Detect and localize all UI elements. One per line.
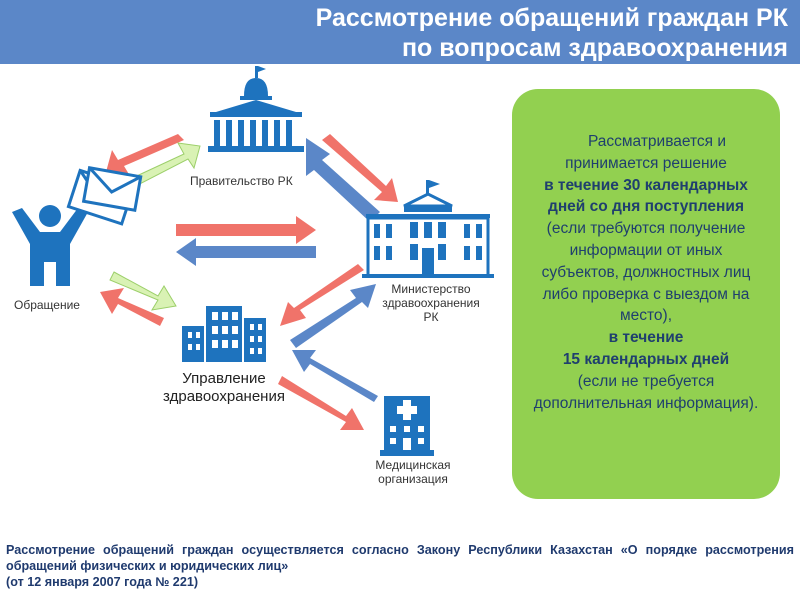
ministry-label-line1: Министерство <box>391 282 471 296</box>
page-title <box>316 3 788 63</box>
department-label-line1: Управление <box>182 370 266 387</box>
ministry-label-line3: РК <box>423 310 439 324</box>
review-terms-30-days-condition: (если требуются получение информации от иных субъектов, должностных лиц либо проверка с выездом на место), <box>541 220 751 325</box>
medical-label <box>360 458 466 486</box>
ministry-label-line2: здравоохранения <box>382 296 480 310</box>
government-label: Правительство РК <box>190 174 293 188</box>
review-terms-intro: Рассматривается и принимается решение <box>565 133 727 172</box>
review-terms-15-days-prefix: в течение <box>608 329 684 347</box>
arrow-government-to-citizen <box>106 134 184 176</box>
page-title-line1: Рассмотрение обращений граждан РК <box>315 4 788 32</box>
review-terms-15-days-condition: (если не требуется дополнительная информация). <box>533 372 759 412</box>
hospital-building-icon <box>380 396 434 456</box>
medical-label-line1: Медицинская <box>375 458 451 472</box>
legal-basis-line1: Рассмотрение обращений граждан осуществляется согласно Закону Республики Казахстан «О порядке рассмотрения обращений физических и юридических лиц» <box>6 543 794 573</box>
header-bar <box>0 0 800 64</box>
review-terms-30-days <box>530 175 762 328</box>
review-terms-15-days <box>530 327 762 414</box>
citizen-label: Обращение <box>14 298 80 312</box>
department-label-line2: здравоохранения <box>163 388 285 405</box>
citizen-person-icon <box>12 205 88 286</box>
arrow-citizen-to-ministry <box>176 216 316 244</box>
department-office-icon <box>182 306 266 362</box>
medical-label-line2: организация <box>378 472 448 486</box>
arrow-government-to-ministry <box>322 134 398 202</box>
ministry-label <box>370 282 492 324</box>
review-terms-30-days-text: в течение 30 календарных дней со дня поступления <box>544 176 748 216</box>
department-label <box>150 370 298 406</box>
review-terms-15-days-text: 15 календарных дней <box>562 350 730 368</box>
legal-basis-note <box>6 542 794 590</box>
legal-basis-line2: (от 12 января 2007 года № 221) <box>6 575 199 589</box>
government-building-icon <box>208 66 304 152</box>
review-terms-box <box>512 89 780 499</box>
arrow-ministry-to-department <box>280 264 364 326</box>
page-title-line2: по вопросам здравоохранения <box>401 34 788 62</box>
arrow-ministry-to-citizen <box>176 238 316 266</box>
